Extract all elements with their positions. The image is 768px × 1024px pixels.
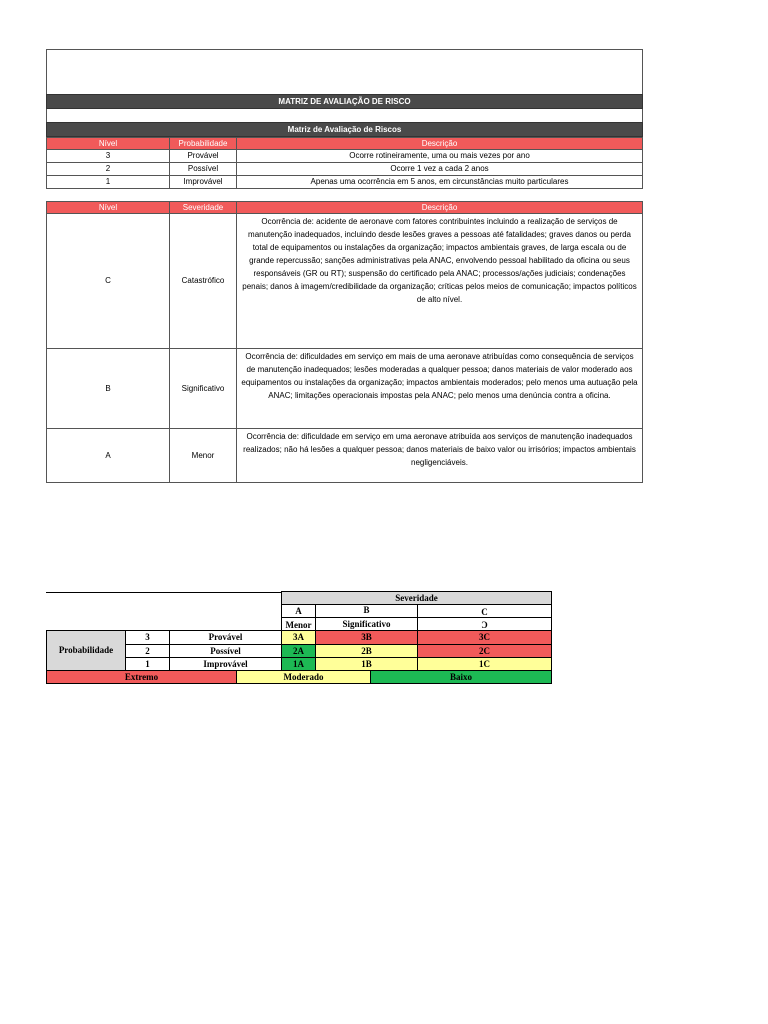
row-num-2: 2 bbox=[125, 644, 170, 658]
cell-1c: 1C bbox=[417, 657, 552, 671]
cell-probabilidade: Improvável bbox=[170, 176, 237, 189]
col-name-catastrofico: Ͻ bbox=[417, 617, 552, 631]
row-num-3: 3 bbox=[125, 630, 170, 645]
cell-3c: 3C bbox=[417, 630, 552, 645]
col-name-menor: Menor bbox=[281, 617, 316, 631]
probabilidade-label: Probabilidade bbox=[46, 630, 126, 671]
header-nivel: Nível bbox=[47, 138, 170, 150]
cell-3b: 3B bbox=[315, 630, 418, 645]
col-letter-b: B bbox=[315, 604, 418, 618]
cell-nivel: 3 bbox=[47, 150, 170, 163]
table-row bbox=[47, 349, 643, 429]
table-row bbox=[47, 176, 643, 189]
probability-table bbox=[46, 137, 643, 189]
header-descricao: Descrição bbox=[237, 138, 643, 150]
top-rule bbox=[46, 592, 282, 593]
cell-descricao: Ocorre 1 vez a cada 2 anos bbox=[237, 163, 643, 176]
header-severidade: Severidade bbox=[170, 202, 237, 214]
cell-descricao: Ocorrência de: dificuldade em serviço em uma aeronave atribuída aos serviços de manutenção inadequados realizados; não há lesões a qualquer pessoa; danos materiais de baixo valor ou irrisórios; impactos ambientais negligenciáveis. bbox=[237, 429, 643, 483]
table-row bbox=[47, 214, 643, 349]
header-nivel: Nível bbox=[47, 202, 170, 214]
prob-table-title: Matriz de Avaliação de Riscos bbox=[46, 122, 643, 137]
table-row bbox=[47, 150, 643, 163]
legend-baixo: Baixo bbox=[370, 670, 552, 684]
sheet-header-blank bbox=[46, 49, 643, 94]
spacer-row bbox=[46, 109, 643, 122]
legend-moderado: Moderado bbox=[236, 670, 371, 684]
cell-2a: 2A bbox=[281, 644, 316, 658]
main-title: MATRIZ DE AVALIAÇÃO DE RISCO bbox=[46, 94, 643, 109]
cell-nivel: C bbox=[47, 214, 170, 349]
cell-nivel: B bbox=[47, 349, 170, 429]
cell-2c: 2C bbox=[417, 644, 552, 658]
col-letter-a: A bbox=[281, 604, 316, 618]
cell-nivel: 1 bbox=[47, 176, 170, 189]
header-probabilidade: Probabilidade bbox=[170, 138, 237, 150]
severity-table bbox=[46, 201, 643, 483]
cell-3a: 3A bbox=[281, 630, 316, 645]
risk-sheet bbox=[46, 49, 643, 483]
cell-severidade: Menor bbox=[170, 429, 237, 483]
row-name-possivel: Possível bbox=[169, 644, 282, 658]
cell-1a: 1A bbox=[281, 657, 316, 671]
table-row bbox=[47, 163, 643, 176]
col-letter-c: C bbox=[417, 604, 552, 618]
table-row bbox=[47, 429, 643, 483]
cell-1b: 1B bbox=[315, 657, 418, 671]
table-header-row bbox=[47, 138, 643, 150]
col-name-significativo: Significativo bbox=[315, 617, 418, 631]
legend-extremo: Extremo bbox=[46, 670, 237, 684]
row-name-provavel: Provável bbox=[169, 630, 282, 645]
cell-descricao: Ocorrência de: acidente de aeronave com fatores contribuintes incluindo a realização de serviços de manutenção inadequados, incluindo desde lesões graves a pessoas até fatalidades; graves danos ou perda total de equipamentos ou instalações da organização; impactos ambientais graves, de larga escala ou de grande repercussão; sanções administrativas pela ANAC, envolvendo pessoal habilitado da oficina ou seus responsáveis (GR ou RT); suspensão do certificado pela ANAC; processos/ações judiciais; condenações penais; danos à imagem/credibilidade da organização; críticas pelos meios de comunicação; impactos políticos de alto nível. bbox=[237, 214, 643, 349]
header-descricao: Descrição bbox=[237, 202, 643, 214]
cell-2b: 2B bbox=[315, 644, 418, 658]
cell-probabilidade: Possível bbox=[170, 163, 237, 176]
severidade-header: Severidade bbox=[281, 591, 552, 605]
row-num-1: 1 bbox=[125, 657, 170, 671]
row-name-improvavel: Improvável bbox=[169, 657, 282, 671]
cell-descricao: Ocorrência de: dificuldades em serviço em mais de uma aeronave atribuídas como consequência de serviços de manutenção inadequados; lesões moderadas a qualquer pessoa; danos materiais de valor moderado aos equipamentos ou instalações da organização; impactos ambientais moderados; pelo menos uma autuação pela ANAC; limitações operacionais impostas pela ANAC; pelo menos uma denúncia contra a oficina. bbox=[237, 349, 643, 429]
cell-descricao: Apenas uma ocorrência em 5 anos, em circunstâncias muito particulares bbox=[237, 176, 643, 189]
table-header-row bbox=[47, 202, 643, 214]
cell-severidade: Significativo bbox=[170, 349, 237, 429]
cell-nivel: A bbox=[47, 429, 170, 483]
cell-descricao: Ocorre rotineiramente, uma ou mais vezes por ano bbox=[237, 150, 643, 163]
cell-nivel: 2 bbox=[47, 163, 170, 176]
risk-matrix bbox=[46, 591, 552, 686]
cell-severidade: Catastrófico bbox=[170, 214, 237, 349]
cell-probabilidade: Provável bbox=[170, 150, 237, 163]
